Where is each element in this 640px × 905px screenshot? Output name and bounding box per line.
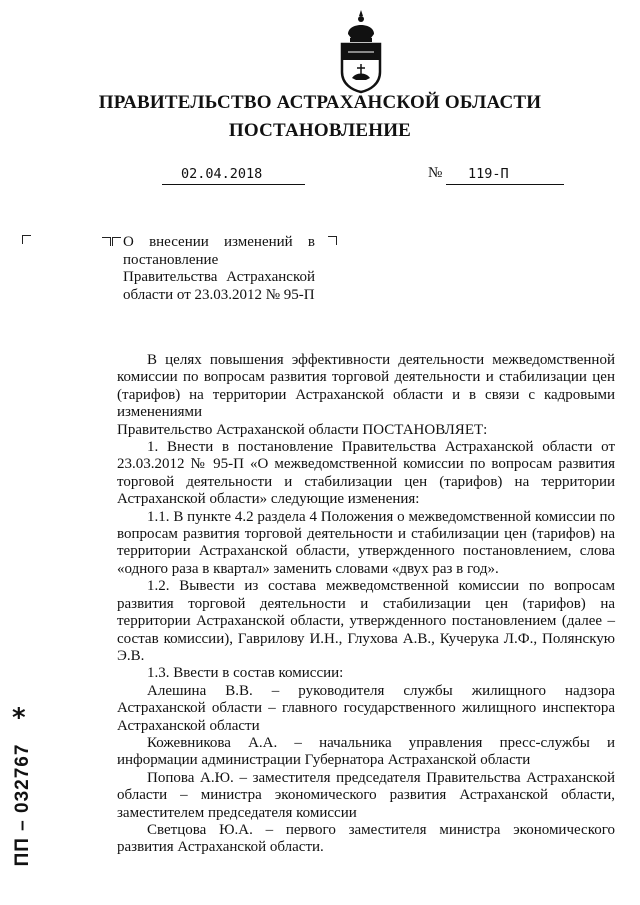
subject-corner-mark (102, 237, 111, 246)
document-subject: О внесении изменений в постановление Правительства Астраханской области от 23.03.2012 № 95-П (123, 234, 315, 303)
clause-1-2: 1.2. Вывести из состава межведомственной комиссии по вопросам развития торговой деятельности и стабилизации цен (тарифов) на территории Астраханской области, утвержденного постановлением (далее – состав комиссии), Гаврилову И.Н., Глухова А.В., Кучерука Л.Ф., Полянскую Э.В. (117, 578, 615, 664)
margin-corner-mark (22, 235, 31, 244)
member-entry: Кожевникова А.А. – начальника управления пресс-службы и информации администрации Губернатора Астраханской области (117, 734, 615, 769)
member-entry: Алешина В.В. – руководителя службы жилищного надзора Астраханской области – главного государственного жилищного инспектора Астраханской области (117, 682, 615, 734)
preamble-paragraph: В целях повышения эффективности деятельности межведомственной комиссии по вопросам развития торговой деятельности и стабилизации цен (тарифов) на территории Астраханской области и в связи с кадровыми изменениями (117, 352, 615, 421)
document-type-title: ПОСТАНОВЛЕНИЕ (228, 120, 412, 141)
document-date: 02.04.2018 (181, 166, 263, 182)
number-label: № (428, 165, 443, 181)
coat-of-arms-icon (338, 8, 384, 94)
document-number: 119-П (468, 166, 509, 182)
member-entry: Попова А.Ю. – заместителя председателя Правительства Астраханской области – министра экономического развития Астраханской области, заместителем председателя комиссии (117, 769, 615, 821)
serial-star-mark: * (12, 703, 26, 733)
clause-1-1: 1.1. В пункте 4.2 раздела 4 Положения о межведомственной комиссии по вопросам развития торговой деятельности и стабилизации цен (тарифов) на территории Астраханской области, утвержденного постановлением, слова «одного раза в квартал» заменить словами «двух раз в год». (117, 508, 615, 577)
government-title: ПРАВИТЕЛЬСТВО АСТРАХАНСКОЙ ОБЛАСТИ (98, 92, 542, 113)
clause-1-3: 1.3. Ввести в состав комиссии: (147, 665, 344, 682)
subject-corner-mark (328, 236, 337, 245)
subject-corner-mark (112, 237, 121, 246)
member-entry: Светцова Ю.А. – первого заместителя министра экономического развития Астраханской области. (117, 821, 615, 856)
margin-serial-stamp (3, 703, 43, 875)
clause-1: 1. Внести в постановление Правительства Астраханской области от 23.03.2012 № 95-П «О межведомственной комиссии по вопросам развития торговой деятельности и стабилизации цен (тарифов) на территории Астраханской области» следующие изменения: (117, 439, 615, 508)
serial-number: ПП – 032767 (12, 743, 33, 867)
resolution-line: Правительство Астраханской области ПОСТАНОВЛЯЕТ: (117, 421, 488, 438)
document-body (117, 352, 615, 857)
